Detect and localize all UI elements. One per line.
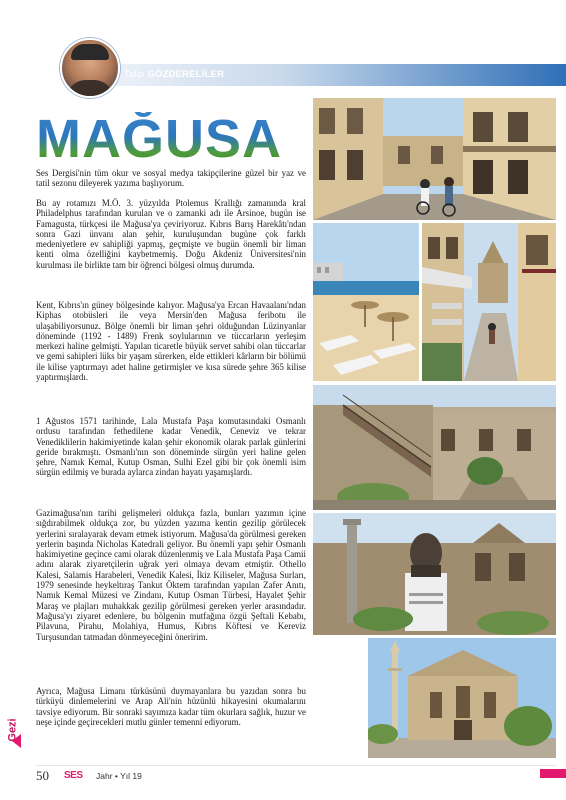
paragraph-closing: Ayrıca, Mağusa Limanı türküsünü duymayanlara bu yazıdan sonra bu türküyü dinlemelerini ve Arap Ali'nin hüzünlü hikayesini okumalarını tavsiye ediyorum. Bir sonraki sayımıza kadar tüm okurlara sağlık, huzur ve neşe içinde geçirecekleri mutlu günler temenni ediyorum. (36, 686, 306, 727)
article-body-4 (36, 416, 306, 478)
author-avatar (60, 38, 120, 98)
article-body-6 (36, 686, 306, 727)
author-last-name: GÖZDERELİLER (147, 69, 225, 80)
section-arrow-icon (12, 734, 21, 748)
photo-street (312, 97, 557, 221)
photo-cathedral (367, 637, 557, 759)
paragraph-history: Bu ay rotamızı M.Ö. 3. yüzyılda Ptolemus Krallığı zamanında kral Philadelphus tarafından kurulan ve o zamanki adı ile Arsinoe, bugün ise Famagusta, türkçesi ile Mağusa'ya çeviriyoruz. Kıbrıs Barış Harekâtı'ndan sonra Gazi ünvanı alan şehir, kuruluşundan bugüne çok farklı medeniyetlere ev sahipliği yapmış, geçmişte ve bugün önemli bir liman kenti olma özelliğini kaybetmemiş. Doğu Akdeniz Üniversitesi'nin kurulması ile birlikte tam bir öğrenci bölgesi olmuş durumda. (36, 198, 306, 270)
photo-beach (312, 222, 420, 382)
magazine-logo: SES (64, 770, 83, 781)
avatar-cap (71, 44, 109, 60)
photo-monument (312, 512, 557, 636)
article-body-5 (36, 508, 306, 642)
section-tag-label: Gezi (6, 718, 19, 742)
article-title: MAĞUSA (36, 109, 282, 169)
issue-label: Jahr • Yıl 19 (96, 771, 142, 781)
footer-accent-bar (540, 769, 566, 778)
author-name (124, 69, 224, 80)
paragraph-sights: Gazimağusa'nın tarihi gelişmeleri oldukça fazla, bunları yazımın içine sığdırabilmek oldukça zor, bu yüzden yazıma kentin gezilip görülecek yerlerini sıralayarak devam etmek istiyorum. Mağusa'da görülmesi gereken yerlerin başında Nicholas Katedrali geliyor. Bu önemli yapı şehir Osmanlı hakimiyetine geçince cami olarak düzenlenmiş ve Lala Mustafa Paşa Camii adını alarak ziyaretçilerin uğrak yeri olmaya devam etmiştir. Othello Kalesi, Salamis Harabeleri, Venedik Kalesi, İkiz Kiliseler, Mağusa Surları, 1979 senesinde heykeltıraş Tankut Öktem tarafından yapılan Zafer Anıtı, Namık Kemal Müzesi ve Zindanı, Kutup Osman Türbesi, Hayalet Şehir Maraş ve plajları muhakkak gezilip görülmesi gereken yerler arasındadır. Mağusa'yı ziyaret edenlere, bu bölgenin mutfağına özgü Şeftali Kebabı, Pilavuna, Pirahu, Molahiya, Humus, Kıbrıs Köftesi ve Kereviz Turşusundan tatmadan dönmeyeceğini öneririm. (36, 508, 306, 642)
paragraph-intro: Ses Dergisi'nin tüm okur ve sosyal medya takipçilerine güzel bir yaz ve tatil sezonu dileyerek yazıma başlıyorum. (36, 168, 306, 189)
article-body-3 (36, 300, 306, 382)
paragraph-conquest: 1 Ağustos 1571 tarihinde, Lala Mustafa Paşa komutasındaki Osmanlı ordusu tarafından fethedilene kadar Venedik, Ceneviz ve tekrar Venediklilerin hakimiyetinde kalan şehir ekonomik olarak parlak günlerini geride bırakmıştı. Osmanlı'nın son döneminde sürgün yeri haline gelen şehre, Namık Kemal, Kutup Osman, Sulhi Ezel gibi bir çok önemli isim sürgün edilmiş ve burada aylarca zindan hayatı yaşamışlardı. (36, 416, 306, 478)
avatar-shirt (66, 80, 114, 98)
paragraph-location: Kent, Kıbrıs'ın güney bölgesinde kalıyor. Mağusa'ya Ercan Havaalanı'ndan Kiphas otobüsleri ile veya Mersin'den Mağusa feribotu ile ulaşabiliyorsunuz. Bölge önemli bir liman şehri olduğundan Lüzinyanlar döneminde (1192 - 1489) Frenk soylularının ve tüccarların yerleşim merkezi haline gelmişti. Yapılan ticaretle büyük servet sahibi olan tüccarlar ve gemi sahipleri lüks bir yaşam sürerken, elde ettikleri kârların bir bölümü ile kilise yaptırmayı adet haline getirmişler ve kısa sürede şehre 365 kilise yaptırmışlardı. (36, 300, 306, 383)
author-first-name: Talip (124, 69, 145, 80)
page-number: 50 (36, 768, 49, 783)
footer-divider (36, 765, 556, 766)
article-body (36, 168, 306, 189)
article-body-2 (36, 198, 306, 270)
photo-cafe-street (421, 222, 557, 382)
photo-stone-building (312, 384, 557, 511)
